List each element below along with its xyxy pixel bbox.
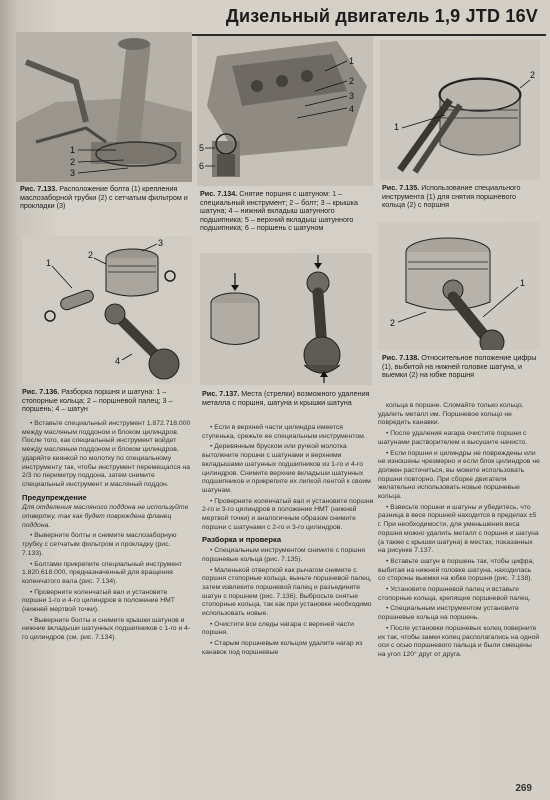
paragraph: • После установки поршневых колец поверните их так, чтобы замки колец располагались на одной оси с осью поршневого пальца и были смещены на угол 120° друг от друга. (378, 624, 540, 658)
caption-text: Разборка поршня и шатуна: 1 – стопорные кольца; 2 – поршневой палец; 3 – поршень; 4 – шатун (22, 387, 173, 414)
caption-7-137 (202, 390, 374, 407)
paragraph: • Выверните болты и снимите маслозаборную трубку с сетчатым фильтром и прокладку (рис. 7.133). (22, 532, 177, 557)
fig134-label-2: 2 (349, 76, 355, 86)
fig136-label-3: 3 (158, 238, 164, 248)
engine-oil-pickup-illustration (16, 32, 192, 182)
section-heading: Предупреждение (22, 492, 87, 502)
ring-removal-tool-illustration (380, 40, 540, 180)
caption-number: Рис. 7.137. (202, 389, 240, 398)
caption-text: Использование специального инструмента (1) для снятия поршневого кольца (2) с поршня (382, 183, 521, 210)
fig136-label-4: 4 (115, 356, 121, 366)
page-number: 269 (515, 783, 532, 794)
fig134-label-6: 6 (199, 161, 205, 171)
paragraph: • Болтами прикрепите специальный инструмент 1.820.618.000, предназначенный для вращения коленчатого вала (рис. 7.134). (22, 560, 183, 585)
fig136-label-1: 1 (46, 258, 52, 268)
caption-text: Расположение болта (1) крепления маслозаборной трубки (2) с сетчатым фильтром и прокладки (3) (20, 184, 188, 211)
figure-7-137 (200, 253, 372, 385)
fig135-label-2: 2 (530, 70, 536, 80)
caption-7-138 (382, 354, 540, 380)
figure-7-136 (22, 236, 192, 384)
paragraph: • Выверните болты и снимите крышки шатунов и нижние вкладыши шатунных подшипников с 1-го и 4-го цилиндров (см. рис. 7.134). (22, 616, 191, 642)
fig136-label-2: 2 (88, 250, 94, 260)
paragraph: • После удаления нагара очистите поршни с шатунами растворителем и высушите начисто. (378, 430, 528, 446)
paragraph: • Установите поршневой палец и вставьте стопорные кольца, крепящие поршневой палец. (378, 586, 531, 602)
page-header (150, 6, 546, 36)
paragraph: • Очистите все следы нагара с верхней части поршня. (202, 620, 354, 637)
paragraph: • Маленькой отверткой как рычагом снимите с поршня стопорные кольца, выньте поршневой палец, затем извлеките поршневой палец и разъедините шатун с поршнем (рис. 7.136). Выбросьте снятые стопорные кольца, так как при установке необходимо использовать новые. (202, 566, 372, 618)
paragraph: • Взвесьте поршни и шатуны и убедитесь, что разница в весе поршней находится в пределах ±5 г. При необходимости, для уменьшения веса поршня можно удалить металл с поршня и шатуна (а также с крышки шатуна) в местах, показанных на рисунке 7.137. (378, 503, 539, 555)
caption-text: Места (стрелки) возможного удаления металла с поршня, шатуна и крышки шатуна (202, 389, 370, 407)
paragraph: • Если в верхней части цилиндра имеется ступенька, срежьте ее специальным инструментом. (202, 424, 366, 440)
caption-text: Относительное положение цифры (1), выбитой на нижней головке шатуна, и выемки (2) на юбке поршня (382, 353, 537, 380)
figure-7-138 (378, 222, 540, 350)
fig135-label-1: 1 (394, 122, 400, 132)
caption-number: Рис. 7.135. (382, 183, 420, 192)
caption-number: Рис. 7.134. (200, 189, 238, 198)
paragraph: • Вставьте специальный инструмент 1.872.718.000 между масляным поддоном и блоком цилиндров. После того, как специальный инструмент войдет между масляным поддоном и блоком цилиндров, ударяйте киянкой по молотку по специальному инструменту так, чтобы инструмент перемещался на 2/3 по периметру поддона, затем снимите специальный инструмент и масляный поддон. (22, 420, 191, 488)
caption-number: Рис. 7.138. (382, 353, 420, 362)
fig134-label-3: 3 (349, 91, 355, 101)
caption-7-134 (200, 190, 372, 233)
figure-7-133 (16, 32, 192, 182)
figure-7-134 (197, 36, 373, 186)
warning-text: Для отделения масляного поддона не используйте отвертку, так как будет повреждена фланец поддона. (22, 504, 189, 529)
paragraph: • Если поршни и цилиндры не повреждены или не изношены чрезмерно и если блок цилиндров не должен расточиться, вы можете использовать поршни повторно. При сборке двигателя желательно использовать новые поршневые кольца. (378, 449, 540, 501)
page-title: Дизельный двигатель 1,9 JTD 16V (225, 6, 538, 26)
text-column-middle (202, 424, 374, 788)
fig134-label-1: 1 (349, 56, 355, 66)
paragraph: кольца в поршне. Сломайте только кольцо, удалить металл им. Поршневое кольцо не повредить канавки. (378, 402, 524, 427)
paragraph: • Проверните коленчатый вал и установите поршни 1-го и 4-го цилиндров в положение НМТ (нижней мертвой точки). (22, 588, 175, 614)
metal-removal-points-illustration (200, 253, 372, 385)
piston-rod-orientation-illustration (378, 222, 540, 350)
fig133-label-2: 2 (70, 157, 76, 167)
piston-removal-illustration (197, 36, 373, 186)
caption-text: Снятие поршня с шатуном: 1 – специальный инструмент; 2 – болт; 3 – крышка шатуна; 4 – нижний вкладыш шатунного подшипника; 5 – верхний вкладыш шатунного подшипника; 6 – поршень с шатуном (200, 189, 358, 233)
paragraph: • Специальным инструментом установите поршневые кольца на поршень. (378, 605, 519, 622)
fig138-label-1: 1 (520, 278, 526, 288)
fig133-label-3: 3 (70, 168, 76, 178)
fig133-label-1: 1 (70, 145, 76, 155)
caption-7-133 (20, 185, 192, 211)
fig138-label-2: 2 (390, 318, 396, 328)
caption-7-136 (22, 388, 192, 414)
paragraph: • Деревянным бруском или ручкой молотка вытолкните поршни с шатунами и верхними вкладышами шатунных подшипников из 1-го и 4-го цилиндров. Снимите верхние вкладыши шатунных подшипников и прикрепите их липкой лентой к своим шатунам. (202, 443, 371, 494)
paragraph: • Старым поршневым кольцом удалите нагар из канавок под поршневые (202, 640, 363, 656)
paragraph: • Вставьте шатун в поршень так, чтобы цифра, выбитая на нижней головке шатуна, находилась со стороны выемки на юбке поршня (рис. 7.138). (378, 557, 535, 583)
paragraph: • Проверните коленчатый вал и установите поршни 2-го и 3-го цилиндров в положение НМТ (нижней мертвой точки) и аналогичным образом снимите поршни с шатунами с 2-го и 3-го цилиндров. (202, 497, 374, 531)
caption-number: Рис. 7.133. (20, 184, 58, 193)
fig134-label-5: 5 (199, 143, 205, 153)
section-heading: Разборка и проверка (202, 535, 282, 545)
caption-7-135 (382, 184, 540, 210)
piston-disassembly-illustration (22, 236, 192, 384)
figure-7-135 (380, 40, 540, 180)
caption-number: Рис. 7.136. (22, 387, 60, 396)
fig134-label-4: 4 (349, 104, 355, 114)
text-column-right (378, 402, 540, 764)
paragraph: • Специальным инструментом снимите с поршня поршневые кольца (рис. 7.135). (202, 547, 366, 563)
text-column-left (22, 420, 192, 788)
